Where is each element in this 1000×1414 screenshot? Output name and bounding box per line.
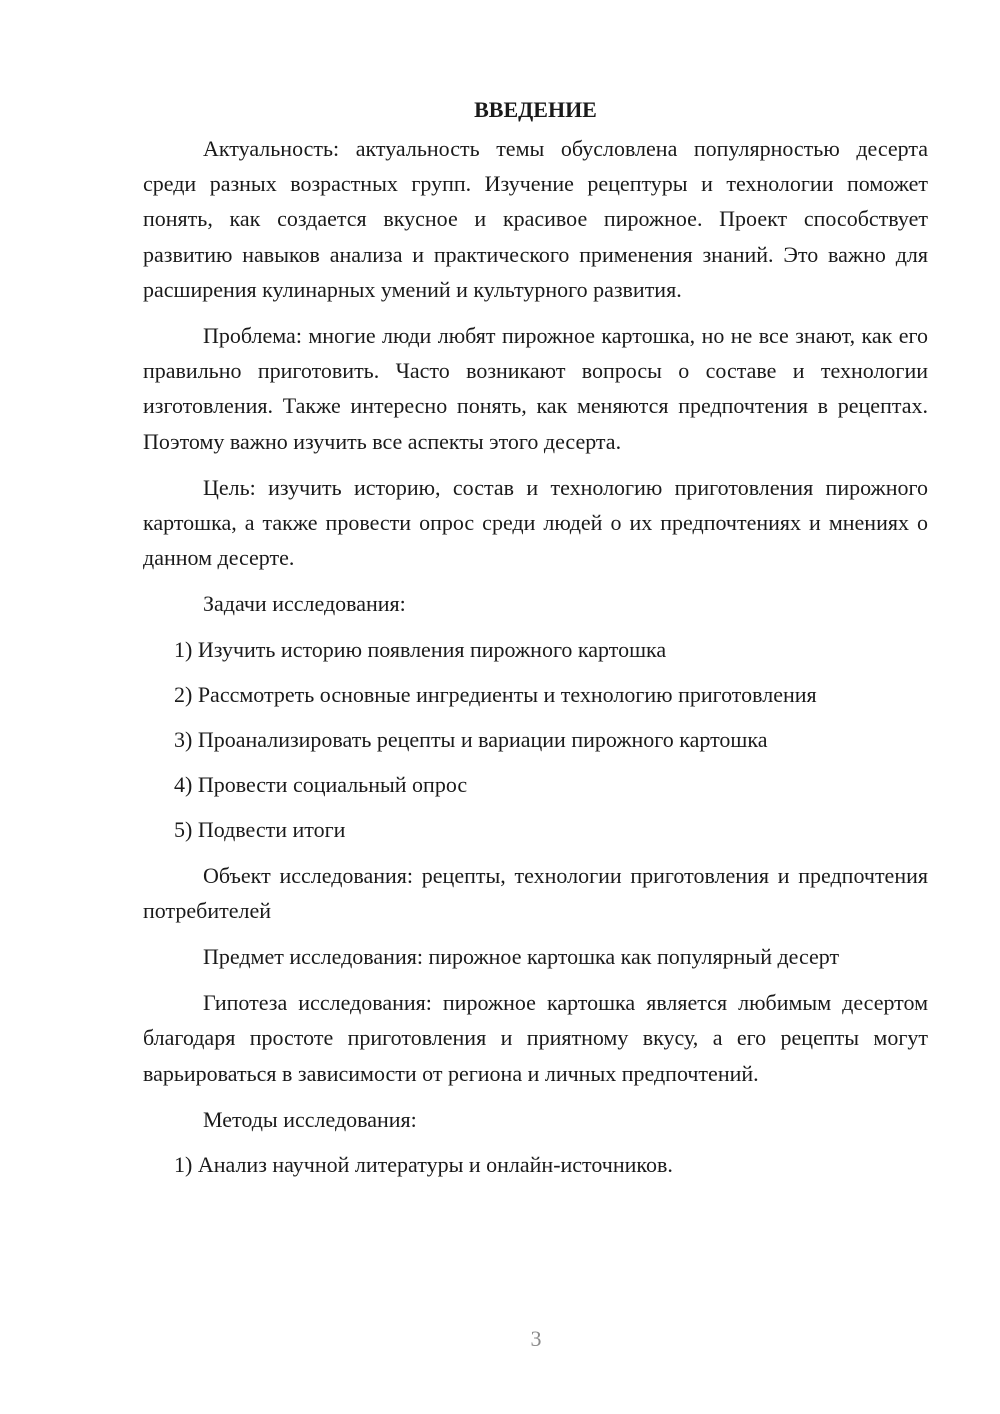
object-paragraph: Объект исследования: рецепты, технологии приготовления и предпочтения потребителей xyxy=(143,862,928,923)
subject-paragraph: Предмет исследования: пирожное картошка как популярный десерт xyxy=(203,944,840,970)
goal-paragraph: Цель: изучить историю, состав и технологию приготовления пирожного картошка, а также провести опрос среди людей о их предпочтениях и мнениях о данном десерте. xyxy=(143,474,928,571)
task-item-4: 4) Провести социальный опрос xyxy=(174,772,468,798)
task-item-5: 5) Подвести итоги xyxy=(174,817,346,843)
section-title: ВВЕДЕНИЕ xyxy=(474,97,597,122)
task-item-2: 2) Рассмотреть основные ингредиенты и технологию приготовления xyxy=(174,681,817,707)
tasks-heading: Задачи исследования: xyxy=(203,591,406,617)
page-number: 3 xyxy=(530,1326,542,1351)
methods-heading: Методы исследования: xyxy=(203,1106,417,1132)
hypothesis-paragraph: Гипотеза исследования: пирожное картошка является любимым десертом благодаря простоте приготовления и приятному вкусу, а его рецепты могут варьироваться в зависимости от региона и личных предпочтений. xyxy=(143,990,928,1086)
problem-paragraph: Проблема: многие люди любят пирожное картошка, но не все знают, как его правильно приготовить. Часто возникают вопросы о составе и технологии изготовления. Также интересно понять, как меняются предпочтения в рецептах. Поэтому важно изучить все аспекты этого десерта. xyxy=(143,323,928,454)
task-item-3: 3) Проанализировать рецепты и вариации пирожного картошка xyxy=(174,727,768,753)
relevance-paragraph: Актуальность: актуальность темы обусловлена популярностью десерта среди разных возрастных групп. Изучение рецептуры и технологии поможет понять, как создается вкусное и красивое пирожное. Проект способствует развитию навыков анализа и практического применения знаний. Это важно для расширения кулинарных умений и культурного развития. xyxy=(143,136,928,302)
document-page xyxy=(143,92,928,1192)
task-item-1: 1) Изучить историю появления пирожного картошка xyxy=(174,636,667,662)
method-item-1: 1) Анализ научной литературы и онлайн-источников. xyxy=(174,1152,673,1178)
